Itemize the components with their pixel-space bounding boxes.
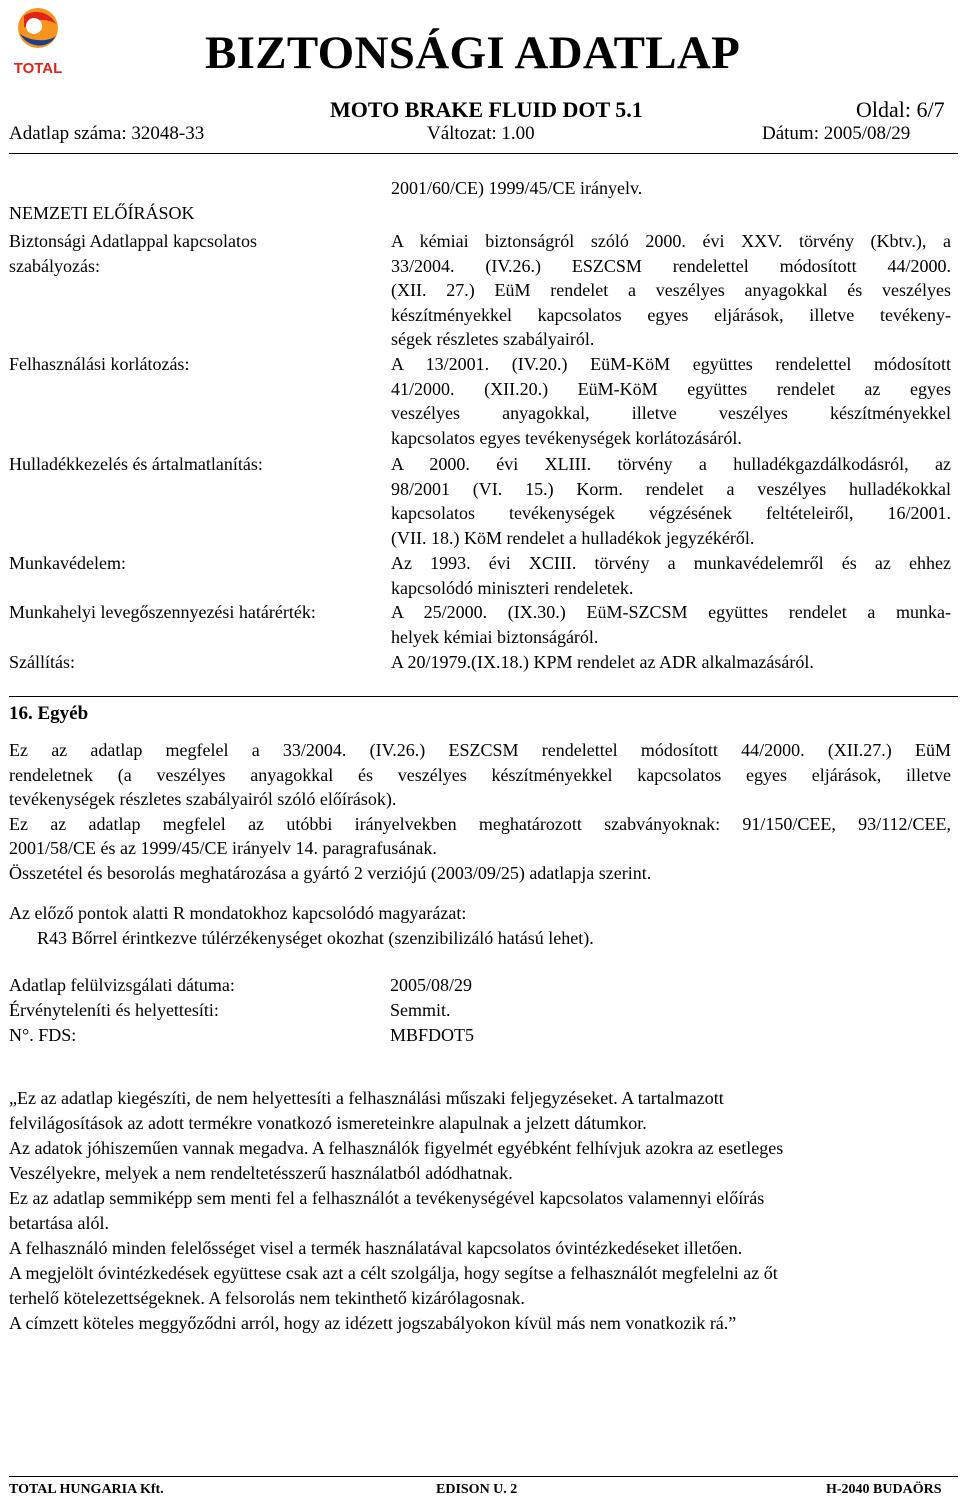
- footer-street: EDISON U. 2: [436, 1482, 518, 1497]
- usage-restriction-label: Felhasználási korlátozás:: [9, 354, 190, 374]
- fds-value: MBFDOT5: [390, 1025, 475, 1045]
- total-logo: [6, 4, 70, 78]
- document-title: BIZTONSÁGI ADATLAP: [205, 27, 741, 79]
- section-16-title: 16. Egyéb: [9, 703, 89, 724]
- footer-city: H-2040 BUDAÖRS: [826, 1482, 942, 1497]
- header-divider: [9, 153, 958, 154]
- svg-text:TOTAL: TOTAL: [13, 60, 63, 77]
- transport-text: A 20/1979.(IX.18.) KPM rendelet az ADR alkalmazásáról.: [391, 652, 814, 672]
- review-date-label: Adatlap felülvizsgálati dátuma:: [9, 975, 235, 995]
- invalidates-value: Semmit.: [390, 1000, 451, 1020]
- work-protection-label: Munkavédelem:: [9, 553, 126, 573]
- waste-management-label: Hulladékkezelés és ártalmatlanítás:: [9, 454, 263, 474]
- transport-label: Szállítás:: [9, 652, 75, 672]
- r43-phrase: R43 Bőrrel érintkezve túlérzékenységet okozhat (szenzibilizáló hatású lehet).: [37, 928, 594, 948]
- regulation-continuation: 2001/60/CE) 1999/45/CE irányelv.: [391, 178, 643, 198]
- document-date: Dátum: 2005/08/29: [762, 123, 911, 144]
- product-name: MOTO BRAKE FLUID DOT 5.1: [330, 97, 643, 122]
- page-number: Oldal: 6/7: [856, 97, 945, 122]
- compliance-paragraph: Ez az adatlap megfelel a 33/2004. (IV.26.) ESZCSM rendelettel módosított 44/2000. (XII.27.) EüM rendeletnek (a veszélyes anyagokkal és veszélyes készítményekkel kapcsolatos egyes eljárások, illetve tevékenységek részletes szabályairól szóló előírások). Ez az adatlap megfelel az utóbbi irányelvekben meghatározott szabványoknak: 91/150/CEE, 93/112/CEE, 2001/58/CE és az 1999/45/CE irányelv 14. paragrafusának. Összetétel és besorolás meghatározása a gyártó 2 verziójú (2003/09/25) adatlapja szerint.: [9, 740, 951, 883]
- air-limit-text: A 25/2000. (IX.30.) EüM-SZCSM együttes rendelet a munka- helyek kémiai biztonságáról.: [391, 602, 951, 647]
- national-regulations-heading: NEMZETI ELŐÍRÁSOK: [9, 203, 195, 223]
- version: Változat: 1.00: [427, 123, 535, 144]
- r-phrases-heading: Az előző pontok alatti R mondatokhoz kapcsolódó magyarázat:: [9, 903, 467, 923]
- footer-divider: [9, 1476, 958, 1477]
- usage-restriction-text: A 13/2001. (IV.20.) EüM-KöM együttes rendelettel módosított 41/2000. (XII.20.) EüM-KöM együttes rendelet az egyes veszélyes anyagokkal, illetve veszélyes készítményekkel kapcsolatos egyes tevékenységek korlátozásáról.: [391, 354, 951, 448]
- work-protection-text: Az 1993. évi XCIII. törvény a munkavédelemről és az ehhez kapcsolódó miniszteri rendeletek.: [391, 553, 951, 598]
- safety-regulation-label: Biztonsági Adatlappal kapcsolatos szabályozás:: [9, 231, 257, 276]
- sheet-number: Adatlap száma: 32048-33: [9, 123, 205, 144]
- footer-company: TOTAL HUNGARIA Kft.: [9, 1482, 164, 1497]
- air-limit-label: Munkahelyi levegőszennyezési határérték:: [9, 602, 316, 622]
- disclaimer-paragraph: „Ez az adatlap kiegészíti, de nem helyettesíti a felhasználási műszaki feljegyzéseket. A tartalmazott felvilágosítások az adott termékre vonatkozó ismereteinkre alapulnak a jelzett dátumkor. Az adatok jóhiszeműen vannak megadva. A felhasználók figyelmét egyébként felhívjuk azokra az esetleges Veszélyekre, melyek a nem rendeltetésszerű használatból adódhatnak. Ez az adatlap semmiképp sem menti fel a felhasználót a tevékenységével kapcsolatos valamennyi előírás betartása alól. A felhasználó minden felelősséget visel a termék használatával kapcsolatos óvintézkedéseket illetően. A megjelölt óvintézkedések együttese csak azt a célt szolgálja, hogy segítse a felhasználót megfelelni az őt terhelő kötelezettségeknek. A felsorolás nem tekinthető kizárólagosnak. A címzett köteles meggyőződni arról, hogy az idézett jogszabályokon kívül más nem vonatkozik rá.”: [9, 1088, 784, 1333]
- total-logo-icon: [6, 4, 70, 78]
- waste-management-text: A 2000. évi XLIII. törvény a hulladékgazdálkodásról, az 98/2001 (VI. 15.) Korm. rendelet a veszélyes hulladékokkal kapcsolatos tevékenységek végzésének feltételeiről, 16/2001. (VII. 18.) KöM rendelet a hulladékok jegyzékéről.: [391, 454, 951, 548]
- section-divider: [9, 696, 958, 697]
- review-date-value: 2005/08/29: [390, 975, 473, 995]
- safety-regulation-text: A kémiai biztonságról szóló 2000. évi XXV. törvény (Kbtv.), a 33/2004. (IV.26.) ESZCSM rendelettel módosított 44/2000. (XII. 27.) EüM rendelet a veszélyes anyagokkal és veszélyes készítményekkel kapcsolatos egyes eljárások, illetve tevékeny- ségek részletes szabályairól.: [391, 231, 951, 350]
- fds-label: N°. FDS:: [9, 1025, 77, 1045]
- invalidates-label: Érvényteleníti és helyettesíti:: [9, 1000, 219, 1020]
